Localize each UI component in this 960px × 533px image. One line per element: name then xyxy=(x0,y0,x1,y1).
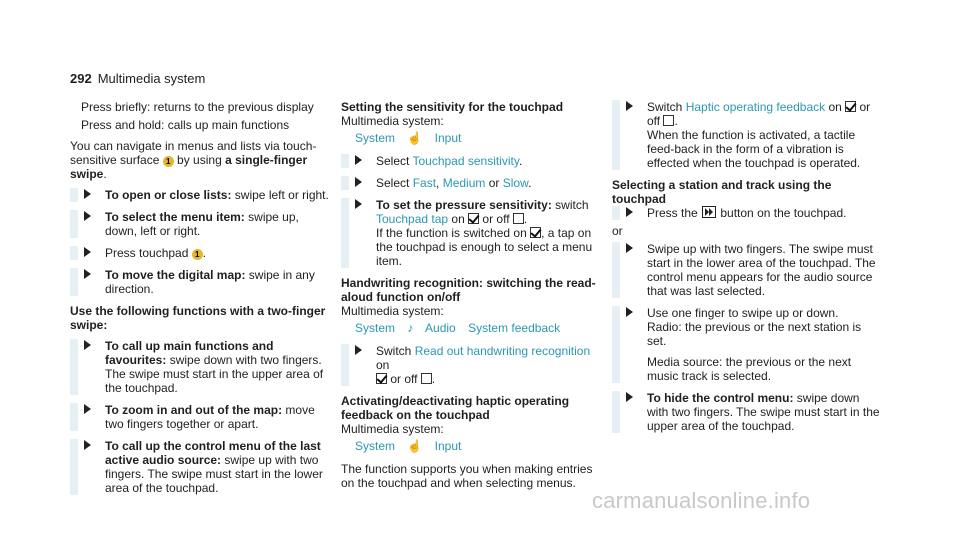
step-text: Press the xyxy=(647,206,702,220)
step-text: or off xyxy=(647,100,871,128)
step-zoom-map xyxy=(70,403,332,431)
step-bar xyxy=(612,206,620,220)
station-track-heading: Selecting a station and track using the touchpad xyxy=(612,178,832,206)
intro-text: You can navigate in menus and lists via touch-sensitive surface xyxy=(70,139,317,167)
step-bar xyxy=(70,268,78,296)
step-move-map xyxy=(70,268,332,296)
step-text: Switch xyxy=(647,100,686,114)
step-bar xyxy=(612,306,620,383)
checkbox-empty-icon xyxy=(421,373,432,384)
bullet-arrow-icon xyxy=(626,243,633,253)
step-pressure-sensitivity xyxy=(341,198,604,268)
step-text: Swipe up with two fingers. The swipe must start in the lower area of the touchpad. The control menu appears for the audio source that was last selected. xyxy=(647,242,876,298)
bullet-arrow-icon xyxy=(355,177,362,187)
separator: , xyxy=(436,176,443,190)
menu-input: Input xyxy=(434,131,462,145)
step-text: Media source: the previous or the next music track is selected. xyxy=(647,355,852,383)
step-bar xyxy=(341,176,349,190)
menu-path xyxy=(341,131,604,145)
step-text: swipe in any direction. xyxy=(105,268,315,296)
separator: or xyxy=(485,176,503,190)
step-bar xyxy=(341,344,349,386)
step-text: switch xyxy=(551,198,589,212)
bullet-arrow-icon xyxy=(84,340,91,350)
callout-badge: 1 xyxy=(192,249,203,260)
step-bold: To call up main functions and favourites: xyxy=(105,339,274,367)
intro-bold: a single-finger swipe xyxy=(70,153,308,181)
bullet-arrow-icon xyxy=(626,101,633,111)
page-title: Multimedia system xyxy=(97,71,206,86)
step-bold: To call up the control menu of the last active audio source: xyxy=(105,439,321,467)
step-bar xyxy=(612,391,620,433)
step-swipe-up xyxy=(612,242,880,298)
multimedia-system-label: Multimedia system: xyxy=(341,304,444,318)
step-bold: To open or close lists: xyxy=(105,188,232,202)
haptic-heading: Activating/deactivating haptic operating feedback on the touchpad xyxy=(341,394,570,422)
step-bar xyxy=(70,246,78,260)
step-text: on xyxy=(376,358,390,372)
bullet-arrow-icon xyxy=(84,440,91,450)
menu-path xyxy=(341,321,604,335)
bullet-arrow-icon xyxy=(355,199,362,209)
step-press-button xyxy=(612,206,880,220)
step-text: , a tap on the touchpad is enough to select a menu item. xyxy=(376,226,593,268)
step-end: . xyxy=(528,176,532,190)
callout-badge: 1 xyxy=(163,156,174,167)
haptic-feedback-option: Haptic operating feedback xyxy=(685,100,826,114)
intro-paragraph xyxy=(70,139,332,181)
intro-end: . xyxy=(103,167,107,181)
touch-icon: ☝ xyxy=(407,131,423,145)
step-text: swipe up, down, left or right. xyxy=(105,210,299,238)
step-bold: To set the pressure sensitivity: xyxy=(376,198,552,212)
step-bar xyxy=(70,403,78,431)
menu-system: System xyxy=(355,321,396,335)
menu-input: Input xyxy=(434,439,462,453)
bullet-arrow-icon xyxy=(84,189,91,199)
step-text: swipe down with two fingers. The swipe must start in the upper area of the touchpad. xyxy=(105,353,324,395)
column-3 xyxy=(612,100,880,441)
step-text: Press touchpad xyxy=(105,246,192,260)
step-hide-control-menu xyxy=(612,391,880,433)
sensitivity-heading: Setting the sensitivity for the touchpad xyxy=(341,100,564,114)
fast-forward-icon xyxy=(702,206,716,218)
read-out-handwriting-option: Read out handwriting recognition xyxy=(414,344,591,358)
page-header xyxy=(70,72,205,86)
handwriting-heading: Handwriting recognition: switching the read-aloud function on/off xyxy=(341,276,596,304)
watermark: carmanualsonline.info xyxy=(592,488,811,513)
step-bold: To move the digital map: xyxy=(105,268,246,282)
multimedia-system-label: Multimedia system: xyxy=(341,114,444,128)
page-number: 292 xyxy=(70,71,92,86)
menu-system: System xyxy=(355,439,396,453)
step-select-speed xyxy=(341,176,604,190)
step-text: swipe down with two fingers. The swipe must start in the upper area of the touchpad. xyxy=(647,391,880,433)
bullet-arrow-icon xyxy=(84,247,91,257)
step-text: If the function is switched on xyxy=(376,226,531,240)
step-one-finger xyxy=(612,306,880,383)
touch-icon: ☝ xyxy=(407,439,423,453)
step-end: . xyxy=(523,212,528,226)
checkbox-checked-icon xyxy=(845,101,856,112)
bullet-arrow-icon xyxy=(84,211,91,221)
step-bar xyxy=(341,198,349,268)
menu-audio: Audio xyxy=(425,321,456,335)
menu-path xyxy=(341,439,604,453)
bullet-arrow-icon xyxy=(84,269,91,279)
touchpad-tap-option: Touchpad tap xyxy=(376,212,449,226)
bullet-arrow-icon xyxy=(355,345,362,355)
step-text: Select xyxy=(376,154,413,168)
step-text: When the function is activated, a tactile feed-back in the form of a vibration is effected when the touchpad is operated. xyxy=(647,128,861,170)
step-haptic-feedback xyxy=(612,100,880,170)
step-bold: To select the menu item: xyxy=(105,210,245,224)
step-text: Radio: the previous or the next station is set. xyxy=(647,320,862,348)
step-bar xyxy=(612,100,620,170)
multimedia-system-label: Multimedia system: xyxy=(341,422,444,436)
menu-system: System xyxy=(355,131,396,145)
step-text: swipe left or right. xyxy=(231,188,329,202)
option-medium: Medium xyxy=(442,176,486,190)
step-select-menu-item xyxy=(70,210,332,238)
step-read-out-handwriting xyxy=(341,344,604,386)
step-end: . xyxy=(202,246,207,260)
step-press-touchpad xyxy=(70,246,332,260)
step-main-functions xyxy=(70,339,332,395)
option-fast: Fast xyxy=(412,176,437,190)
step-text: move two fingers together or apart. xyxy=(105,403,315,431)
step-end: . xyxy=(674,114,678,128)
step-control-menu xyxy=(70,439,332,495)
checkbox-checked-icon xyxy=(530,227,541,238)
step-bar xyxy=(70,339,78,395)
step-end: . xyxy=(518,154,523,168)
two-finger-heading: Use the following functions with a two-finger swipe: xyxy=(70,304,326,332)
bullet-arrow-icon xyxy=(626,207,633,217)
bullet-arrow-icon xyxy=(626,307,633,317)
step-bar xyxy=(70,188,78,202)
bullet-arrow-icon xyxy=(84,404,91,414)
option-slow: Slow xyxy=(502,176,529,190)
step-text: or off xyxy=(479,212,513,226)
sub-item-press-hold: Press and hold: calls up main functions xyxy=(81,118,290,132)
sub-item-press-briefly: Press briefly: returns to the previous display xyxy=(81,100,314,114)
step-text: button on the touchpad. xyxy=(717,206,847,220)
step-text: Switch xyxy=(376,344,415,358)
checkbox-checked-icon xyxy=(468,213,479,224)
bullet-arrow-icon xyxy=(626,392,633,402)
haptic-description: The function supports you when making entries on the touchpad and when selecting menus. xyxy=(341,462,593,490)
touchpad-sensitivity-option: Touchpad sensitivity xyxy=(412,154,519,168)
menu-system-feedback: System feedback xyxy=(468,321,561,335)
step-text: Use one finger to swipe up or down. xyxy=(647,306,839,320)
step-text: Select xyxy=(376,176,413,190)
step-select-sensitivity xyxy=(341,154,604,168)
step-bar xyxy=(70,210,78,238)
step-bold: To zoom in and out of the map: xyxy=(105,403,283,417)
step-text: swipe up with two fingers. The swipe must start in the lower area of the touchpad. xyxy=(105,453,323,495)
step-text: on xyxy=(448,212,469,226)
step-end: . xyxy=(431,372,436,386)
step-open-close-lists xyxy=(70,188,332,202)
bullet-arrow-icon xyxy=(355,155,362,165)
step-bar xyxy=(341,154,349,168)
step-bold: To hide the control menu: xyxy=(647,391,794,405)
checkbox-empty-icon xyxy=(663,115,674,126)
intro-text-2: by using xyxy=(173,153,226,167)
step-bar xyxy=(612,242,620,298)
or-label: or xyxy=(612,224,623,238)
column-1 xyxy=(70,100,332,503)
audio-settings-icon: ♪ xyxy=(407,321,414,335)
step-text: on xyxy=(825,100,846,114)
checkbox-empty-icon xyxy=(513,213,524,224)
step-bar xyxy=(70,439,78,495)
column-2 xyxy=(341,100,604,497)
step-text: or off xyxy=(387,372,421,386)
checkbox-checked-icon xyxy=(376,373,387,384)
